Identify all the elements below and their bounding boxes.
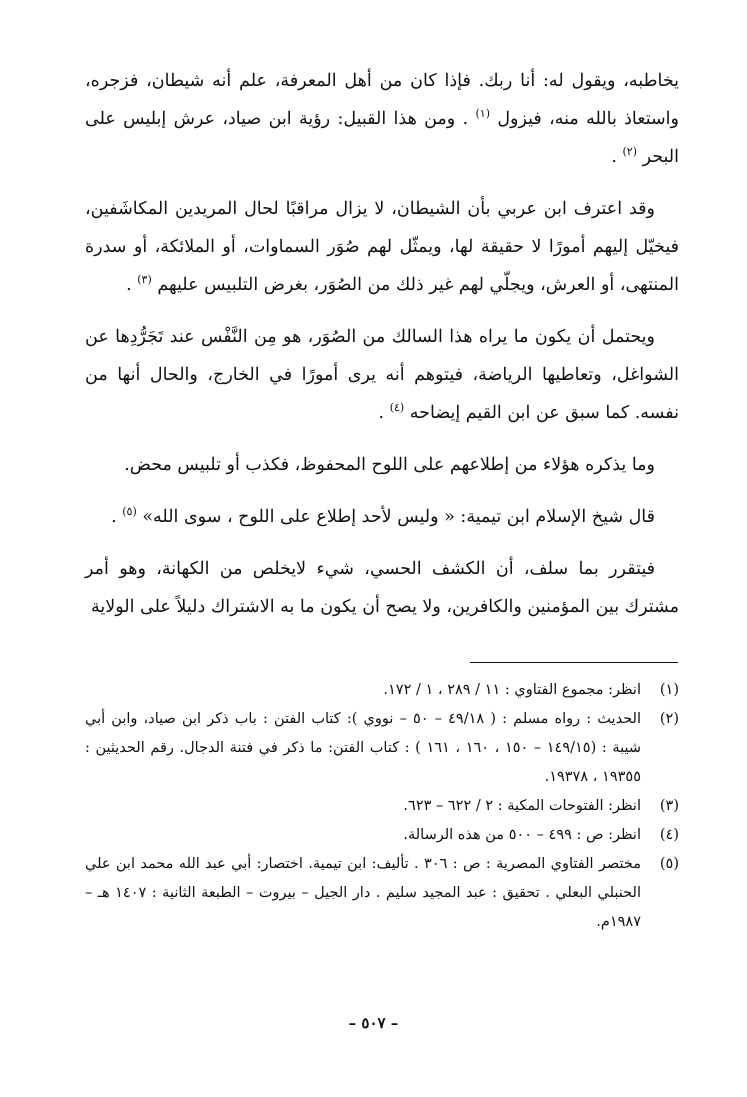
footnote-text: انظر: الفتوحات المكية : ٢ / ٦٢٢ – ٦٢٣. — [403, 798, 641, 814]
footnote-text: مختصر الفتاوي المصرية : ص : ٣٠٦ . تأليف: ابن تيمية. اختصار: أبي عبد الله محمد ابن علي الحنبلي البعلي . تحقيق : عبد المجيد سليم . دار الجيل – بيروت – الطبعة الثانية : ١٤٠٧ هـ – ١٩٨٧م. — [85, 856, 641, 930]
paragraph-1: يخاطبه، ويقول له: أنا ربك. فإذا كان من أهل المعرفة، علم أنه شيطان، فزجره، واستعاذ بالله منه، فيزول $^{(١)}$ . ومن هذا القبيل: رؤية ابن صياد، عرش إبليس على البحر $^{(٢)}$ . — [85, 71, 679, 167]
footnote-separator — [470, 662, 678, 663]
footnote-number: (٤) — [659, 827, 679, 843]
footnote-5 — [85, 850, 679, 937]
footnote-number: (٢) — [659, 711, 679, 727]
footnote-text: انظر: مجموع الفتاوي : ١١ / ٢٨٩ ، ١ / ١٧٢. — [383, 682, 641, 698]
footnote-text: انظر: ص : ٤٩٩ – ٥٠٠ من هذه الرسالة. — [403, 827, 641, 843]
footnote-ref-1: (١) — [475, 107, 490, 121]
footnote-3 — [85, 792, 679, 821]
footnote-4 — [85, 821, 679, 850]
footnote-number: (٥) — [659, 856, 679, 872]
main-text — [85, 62, 679, 640]
paragraph-5: قال شيخ الإسلام ابن تيمية: « وليس لأحد إطلاع على اللوح ، سوى الله» $^{(٥)}$ . — [111, 505, 655, 527]
footnote-ref-5: (٥) — [122, 505, 137, 519]
footnote-text: الحديث : رواه مسلم : ( ٤٩/١٨ – ٥٠ – نووي ): كتاب الفتن : باب ذكر ابن صياد، وابن أبي شيبة : (١٤٩/١٥ – ١٥٠ ، ١٦٠ ، ١٦١ ) : كتاب الفتن: ما ذكر في فتنة الدجال. رقم الحديثين : ١٩٣٥٥ ، ١٩٣٧٨. — [85, 711, 642, 785]
footnote-number: (٣) — [659, 798, 679, 814]
paragraph-3: ويحتمل أن يكون ما يراه هذا السالك من الصُوَر، هو مِن النَّفْس عند تَجَرُّدِها عن الشواغل، وتعاطيها الرياضة، فيتوهم أنه يرى أمورًا في الخارج، والحال أنها من نفسه. كما سبق عن ابن القيم إيضاحه $^{(٤)}$ . — [85, 327, 679, 423]
footnote-ref-4: (٤) — [389, 401, 405, 415]
page-number: – ٥٠٧ – — [348, 1014, 399, 1032]
paragraph-4: وما يذكره هؤلاء من إطلاعهم على اللوح المحفوظ، فكذب أو تلبيس محض. — [124, 455, 655, 475]
footnote-ref-3: (٣) — [137, 273, 152, 287]
paragraph-2: وقد اعترف ابن عربي بأن الشيطان، لا يزال مراقبًا لحال المريدين المكاشَفين، فيخيّل إليهم أمورًا لا حقيقة لها، ويمثّل لهم صُوَر السماوات، أو الملائكة، أو سدرة المنتهى، أو العرش، ويجلّي لهم غير ذلك من الصُوَر، بغرض التلبيس عليهم $^{(٣)}$ . — [85, 199, 679, 295]
footnote-1 — [85, 676, 679, 705]
footnote-number: (١) — [659, 682, 679, 698]
footnote-2 — [85, 705, 679, 792]
footnote-ref-2: (٢) — [622, 145, 637, 159]
paragraph-6: فيتقرر بما سلف، أن الكشف الحسي، شيء لايخلص من الكهانة، وهو أمر مشترك بين المؤمنين والكافرين، ولا يصح أن يكون ما به الاشتراك دليلاً على الولاية — [85, 559, 679, 617]
footnotes — [85, 676, 679, 937]
